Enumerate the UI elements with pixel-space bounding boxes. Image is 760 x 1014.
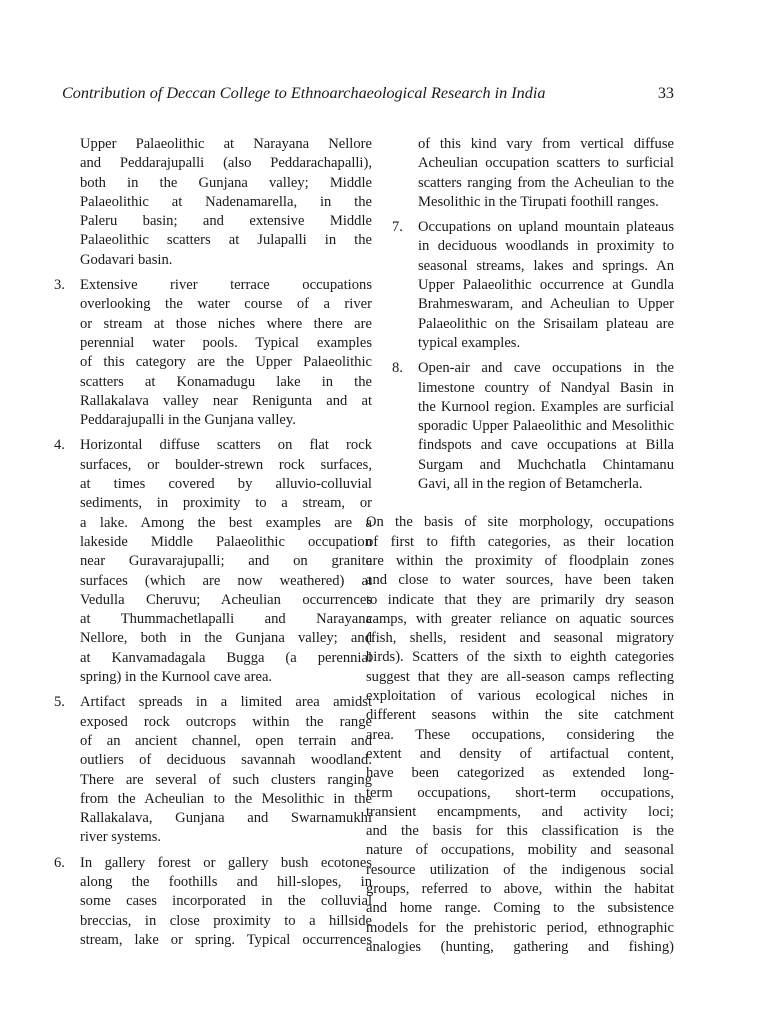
text-line: Palaeolithic at Nadenamarella, in the	[80, 193, 372, 210]
list-number: 4.	[54, 437, 65, 454]
text-line: extent and density of artifactual content,	[366, 745, 674, 762]
text-line: scatters ranging from the Acheulian to the	[418, 174, 674, 191]
text-line: scatters at Konamadugu lake in the	[80, 373, 372, 390]
list-item-continuation	[418, 135, 674, 212]
text-line: Upper Palaeolithic at Narayana Nellore	[80, 136, 372, 152]
text-line: of this kind vary from vertical diffuse	[418, 136, 674, 152]
text-line: Peddarajupalli in the Gunjana valley.	[80, 412, 296, 429]
text-line: Surgam and Muchchatla Chintamanu	[418, 456, 674, 473]
text-line: camps, with greater reliance on aquatic sources	[366, 610, 674, 627]
text-line: stream, lake or spring. Typical occurrences	[80, 931, 372, 948]
list-item-3	[54, 276, 372, 430]
text-line: and close to water sources, have been taken	[366, 572, 674, 589]
text-line: Open-air and cave occupations in the	[418, 360, 674, 377]
text-line: Gavi, all in the region of Betamcherla.	[418, 476, 643, 493]
body-paragraph	[366, 513, 674, 957]
left-column	[54, 135, 372, 950]
text-line: surfaces (which are now weathered) at	[80, 572, 372, 589]
text-line: Paleru basin; and extensive Middle	[80, 213, 372, 230]
list-item-7	[392, 218, 674, 353]
list-item-continuation	[80, 135, 372, 270]
text-line: sporadic Upper Palaeolithic and Mesolithic	[418, 418, 674, 435]
text-line: Acheulian occupation scatters to surficial	[418, 155, 674, 172]
text-line: or stream at those niches where there are	[80, 315, 372, 332]
text-line: surfaces, or boulder-strewn rock surfaces,	[80, 456, 372, 473]
text-line: outliers of deciduous savannah woodland.	[80, 752, 372, 769]
text-line: findspots and cave occupations at Billa	[418, 437, 674, 454]
text-line: along the foothills and hill-slopes, in	[80, 873, 372, 890]
text-line: to indicate that they are primarily dry season	[366, 591, 674, 608]
list-item-6	[54, 854, 372, 950]
text-line: Extensive river terrace occupations	[80, 277, 372, 294]
list-number: 5.	[54, 694, 65, 711]
list-item-5	[54, 693, 372, 847]
text-line: both in the Gunjana valley; Middle	[80, 174, 372, 191]
running-header	[62, 84, 674, 106]
text-line: Occupations on upland mountain plateaus	[418, 219, 674, 236]
text-line: Rallakalava valley near Renigunta and at	[80, 392, 372, 409]
text-line: nature of occupations, mobility and seasonal	[366, 842, 674, 859]
text-line: and Peddarajupalli (also Peddarachapalli),	[80, 155, 372, 172]
running-title: Contribution of Deccan College to Ethnoarchaeological Research in India	[62, 84, 546, 102]
text-line: spring) in the Kurnool cave area.	[80, 669, 273, 686]
text-line: at Kanvamadagala Bugga (a perennial	[80, 649, 372, 666]
text-line: Brahmeswaram, and Acheulian to Upper	[418, 296, 674, 313]
text-line: different seasons within the site catchment	[366, 707, 674, 724]
text-line: are within the proximity of floodplain zones	[366, 552, 674, 569]
text-line: at times covered by alluvio-colluvial	[80, 476, 372, 493]
text-line: of an ancient channel, open terrain and	[80, 732, 372, 749]
list-item-8	[392, 359, 674, 494]
text-line: There are several of such clusters ranging	[80, 771, 372, 788]
text-line: the Kurnool region. Examples are surficial	[418, 398, 674, 415]
list-number: 3.	[54, 277, 65, 294]
text-line: limestone country of Nandyal Basin in	[418, 379, 674, 396]
text-line: sediments, in proximity to a stream, or	[80, 495, 372, 512]
text-line: seasonal streams, lakes and springs. An	[418, 257, 674, 274]
text-line: resource utilization of the indigenous social	[366, 861, 674, 878]
text-line: Upper Palaeolithic occurrence at Gundla	[418, 277, 674, 294]
text-line: exposed rock outcrops within the range	[80, 713, 372, 730]
text-line: analogies (hunting, gathering and fishing)	[366, 938, 674, 955]
text-line: Artifact spreads in a limited area amidst	[80, 694, 372, 711]
text-line: at Thummachetlapalli and Narayana	[80, 611, 372, 628]
text-line: (fish, shells, resident and seasonal migratory	[366, 630, 674, 647]
list-number: 8.	[392, 360, 403, 377]
text-line: birds). Scatters of the sixth to eighth categories	[366, 649, 674, 666]
page-number: 33	[657, 84, 674, 102]
text-line: On the basis of site morphology, occupations	[366, 514, 674, 531]
list-item-4	[54, 436, 372, 687]
text-line: typical examples.	[418, 334, 521, 351]
text-line: Palaeolithic scatters at Julapalli in the	[80, 232, 372, 249]
text-line: and home range. Coming to the subsistence	[366, 900, 674, 917]
list-number: 6.	[54, 854, 65, 871]
text-line: overlooking the water course of a river	[80, 296, 372, 313]
text-line: in deciduous woodlands in proximity to	[418, 238, 674, 255]
text-line: transient encampments, and activity loci;	[366, 803, 674, 820]
text-line: some cases incorporated in the colluvial	[80, 893, 372, 910]
text-line: river systems.	[80, 829, 162, 846]
text-line: and the basis for this classification is the	[366, 823, 674, 840]
text-line: have been categorized as extended long-	[366, 765, 674, 782]
text-line: of first to fifth categories, as their location	[366, 533, 674, 550]
text-line: perennial water pools. Typical examples	[80, 334, 372, 351]
text-line: suggest that they are all-season camps reflecting	[366, 668, 674, 685]
right-column	[366, 135, 674, 957]
text-line: a lake. Among the best examples are a	[80, 514, 372, 531]
text-line: exploitation of various ecological niches in	[366, 688, 674, 705]
text-line: term occupations, short-term occupations,	[366, 784, 674, 801]
text-line: from the Acheulian to the Mesolithic in the	[80, 790, 372, 807]
text-line: lakeside Middle Palaeolithic occupation	[80, 533, 372, 550]
text-line: breccias, in close proximity to a hillside	[80, 912, 372, 929]
list-number: 7.	[392, 219, 403, 236]
text-line: Rallakalava, Gunjana and Swarnamukhi	[80, 810, 372, 827]
text-line: Mesolithic in the Tirupati foothill ranges.	[418, 193, 659, 210]
text-line: Nellore, both in the Gunjana valley; and	[80, 630, 372, 647]
text-line: Palaeolithic on the Srisailam plateau are	[418, 315, 674, 332]
text-line: area. These occupations, considering the	[366, 726, 674, 743]
text-line: near Guravarajupalli; and on granite	[80, 553, 372, 570]
text-line: Horizontal diffuse scatters on flat rock	[80, 437, 372, 454]
text-line: groups, referred to above, within the habitat	[366, 880, 674, 897]
text-line: models for the prehistoric period, ethnographic	[366, 919, 674, 936]
text-line: Godavari basin.	[80, 251, 173, 268]
text-line: of this category are the Upper Palaeolithic	[80, 354, 372, 371]
text-line: In gallery forest or gallery bush ecotones	[80, 854, 372, 871]
text-line: Vedulla Cheruvu; Acheulian occurrences	[80, 591, 372, 608]
